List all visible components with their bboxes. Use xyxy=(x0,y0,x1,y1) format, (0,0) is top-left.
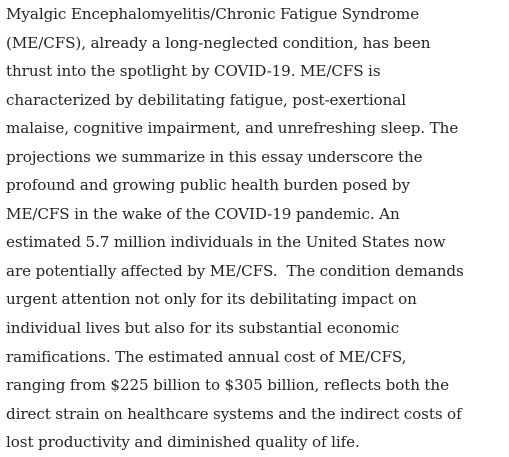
article-paragraph xyxy=(6,0,509,457)
paragraph-line: (ME/CFS), already a long-neglected condition, has been xyxy=(6,33,431,52)
paragraph-line: individual lives but also for its substantial economic xyxy=(6,319,400,338)
paragraph-line: ramifications. The estimated annual cost of ME/CFS, xyxy=(6,347,407,366)
paragraph-line: lost productivity and diminished quality of life. xyxy=(6,433,360,452)
paragraph-line: characterized by debilitating fatigue, post-exertional xyxy=(6,90,407,109)
paragraph-line: malaise, cognitive impairment, and unrefreshing sleep. The xyxy=(6,119,459,138)
paragraph-line: profound and growing public health burden posed by xyxy=(6,176,410,195)
paragraph-line: Myalgic Encephalomyelitis/Chronic Fatigue Syndrome xyxy=(6,5,420,23)
paragraph-line: thrust into the spotlight by COVID-19. ME/CFS is xyxy=(6,62,381,81)
paragraph-line: are potentially affected by ME/CFS. The condition demands xyxy=(6,261,464,280)
paragraph-line: direct strain on healthcare systems and the indirect costs of xyxy=(6,404,462,423)
paragraph-line: ME/CFS in the wake of the COVID-19 pandemic. An xyxy=(6,204,400,223)
paragraph-line: urgent attention not only for its debilitating impact on xyxy=(6,290,417,309)
paragraph-line: estimated 5.7 million individuals in the United States now xyxy=(6,233,446,252)
paragraph-line: projections we summarize in this essay underscore the xyxy=(6,147,423,166)
paragraph-line: ranging from $225 billion to $305 billion, reflects both the xyxy=(6,376,449,395)
